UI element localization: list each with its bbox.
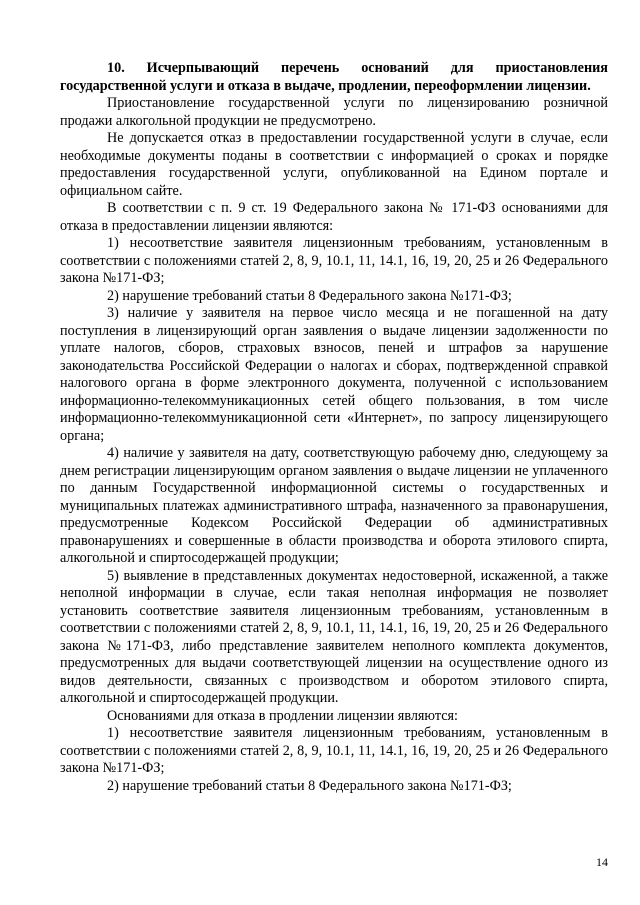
list-item-4: 4) наличие у заявителя на дату, соответствующую рабочему дню, следующему за днем регистрации лицензирующим органом заявления о выдаче лицензии не уплаченного по данным Государственной информационной системы о государственных и муниципальных платежах административного штрафа, назначенного за правонарушения, предусмотренные Кодексом Российской Федерации об административных правонарушениях и совершенные в области производства и оборота этилового спирта, алкогольной и спиртосодержащей продукции; [60, 445, 608, 566]
list-item-2: 2) нарушение требований статьи 8 Федерального закона №171-ФЗ; [107, 287, 512, 304]
paragraph-suspension-not-provided: Приостановление государственной услуги по лицензированию розничной продажи алкогольной продукции не предусмотрено. [60, 95, 608, 129]
list-item-3: 3) наличие у заявителя на первое число месяца и не погашенной на дату поступления в лицензирующий орган заявления о выдаче лицензии задолженности по уплате налогов, сборов, страховых взносов, пеней и штрафов за нарушение законодательства Российской Федерации о налогах и сборах, подтвержденной справкой налогового органа в форме электронного документа, полученной с использованием информационно-телекоммуникационных сетей общего пользования, в том числе информационно-телекоммуникационной сети «Интернет», по запросу лицензирующего органа; [60, 305, 608, 444]
list-item-1: 1) несоответствие заявителя лицензионным требованиям, установленным в соответствии с положениями статей 2, 8, 9, 10.1, 11, 14.1, 16, 19, 20, 25 и 26 Федерального закона №171-ФЗ; [60, 235, 608, 286]
renewal-list-item-2: 2) нарушение требований статьи 8 Федерального закона №171-ФЗ; [107, 777, 512, 794]
section-heading: 10. Исчерпывающий перечень оснований для приостановления государственной услуги и отказа в выдаче, продлении, переоформлении лицензии. [60, 60, 608, 94]
document-body [60, 60, 608, 795]
paragraph-refusal-not-allowed: Не допускается отказ в предоставлении государственной услуги в случае, если необходимые документы поданы в соответствии с информацией о сроках и порядке предоставления государственной услуги, опубликованной на Едином портале и официальном сайте. [60, 130, 608, 199]
paragraph-grounds-intro: В соответствии с п. 9 ст. 19 Федерального закона № 171-ФЗ основаниями для отказа в предоставлении лицензии являются: [60, 200, 608, 234]
renewal-list-item-1: 1) несоответствие заявителя лицензионным требованиям, установленным в соответствии с положениями статей 2, 8, 9, 10.1, 11, 14.1, 16, 19, 20, 25 и 26 Федерального закона №171-ФЗ; [60, 725, 608, 776]
page-number: 14 [596, 855, 608, 869]
paragraph-renewal-grounds-intro: Основаниями для отказа в продлении лицензии являются: [107, 707, 458, 724]
list-item-5: 5) выявление в представленных документах недостоверной, искаженной, а также неполной информации в случае, если такая неполная информация не позволяет установить соответствие заявителя лицензионным требованиям, установленным в соответствии с положениями статей 2, 8, 9, 10.1, 11, 14.1, 16, 19, 20, 25 и 26 Федерального закона №171-ФЗ, либо представление заявителем неполного комплекта документов, предусмотренных для выдачи соответствующей лицензии на осуществление одного из видов деятельности, связанных с производством и оборотом этилового спирта, алкогольной и спиртосодержащей продукции. [60, 567, 608, 706]
